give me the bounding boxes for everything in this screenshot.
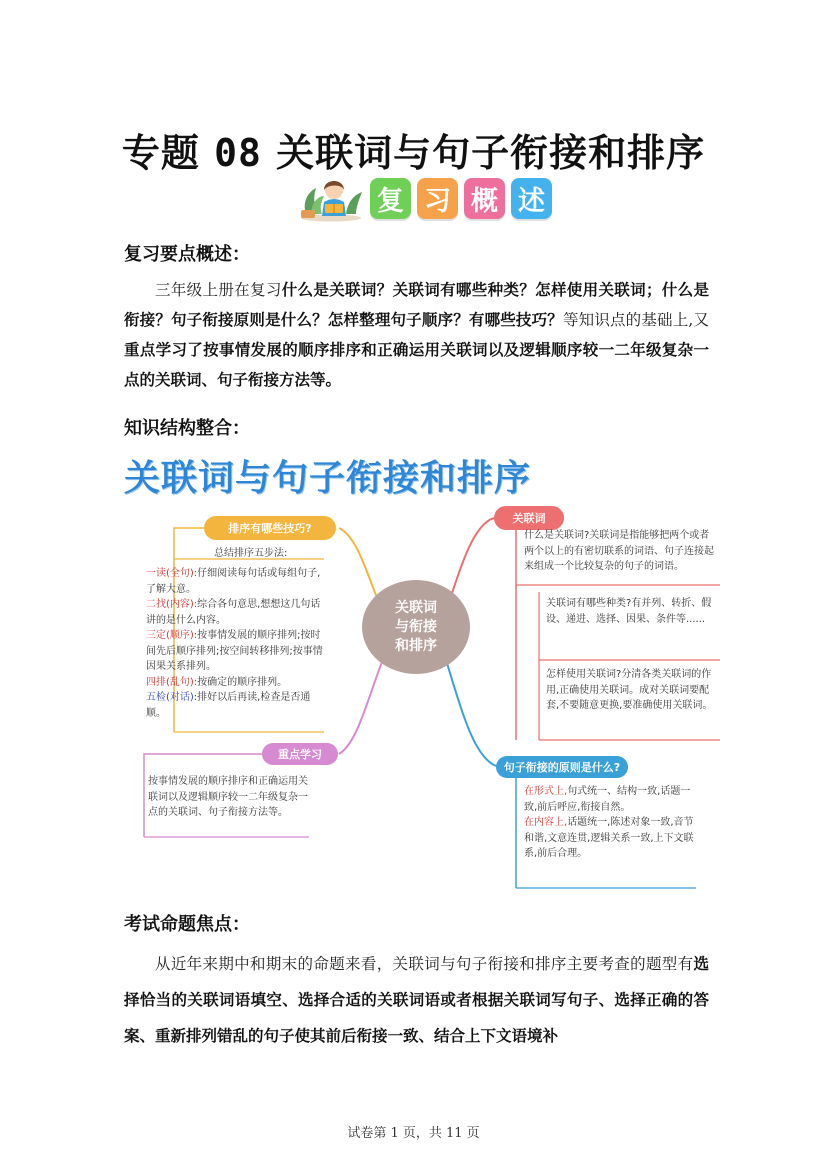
banner-tile-fu: 复 bbox=[370, 178, 411, 219]
exam-text-1: 从近年来期中和期末的命题来看，关联词与句子衔接和排序主要考查的题型有 bbox=[155, 955, 694, 973]
review-text-2: 什么是关联词？关联词有哪些种类？怎样使用关联词；什么是衔接？句子衔接原则是什么？怎样整理句子顺序？有哪些技巧？ bbox=[124, 280, 709, 329]
conj-definition: 什么是关联词?关联词是指能够把两个或者两个以上的有密切联系的词语、句子连接起来组成一个比较复杂的句子的词语。 bbox=[524, 530, 714, 572]
mindmap-title: 关联词与句子衔接和排序 bbox=[124, 458, 532, 499]
section-heading-exam: 考试命题焦点： bbox=[124, 914, 250, 935]
center-line-2: 与衔接 bbox=[395, 618, 437, 635]
keypoint-text: 按事情发展的顺序排序和正确运用关联词以及逻辑顺序较一二年级复杂一点的关联词、句子衔接方法等。 bbox=[148, 776, 308, 818]
title-prefix: 专题 bbox=[121, 131, 200, 175]
principle-text bbox=[524, 784, 696, 862]
step5-tag: 五检(对话): bbox=[146, 692, 198, 703]
step3-text: 按事情发展的顺序排列;按时间先后顺序排列;按空间转移排列;按事情因果关系排列。 bbox=[146, 630, 323, 672]
section-heading-structure: 知识结构整合： bbox=[124, 418, 250, 439]
node-principle: 句子衔接的原则是什么? bbox=[496, 756, 628, 778]
step1-text: 仔细阅读每句话或每组句子,了解大意。 bbox=[146, 568, 321, 595]
principle-form-tag: 在形式上, bbox=[524, 786, 568, 797]
banner-tile-xi: 习 bbox=[417, 178, 458, 219]
conj-usage: 怎样使用关联词?分清各类关联词的作用,正确使用关联词。成对关联词要配套,不要随意更换,要准确使用关联词。 bbox=[546, 669, 713, 711]
principle-content-text: 话题统一,陈述对象一致,音节和谐,文意连贯,逻辑关系一致,上下文联系,前后合理。 bbox=[524, 817, 694, 859]
review-text-1: 三年级上册在复习 bbox=[155, 281, 282, 299]
conj-types: 关联词有哪些种类?有并列、转折、假设、递进、选择、因果、条件等...... bbox=[546, 598, 712, 625]
principle-content-tag: 在内容上, bbox=[524, 817, 568, 828]
step4-tag: 四排(乱句): bbox=[146, 676, 198, 688]
step2-tag: 二找(内容): bbox=[146, 599, 198, 610]
step3-tag: 三定(顺序): bbox=[146, 630, 198, 641]
banner-tile-shu: 述 bbox=[511, 178, 552, 219]
exam-paragraph bbox=[124, 946, 709, 1054]
review-paragraph bbox=[124, 275, 709, 395]
title-number: 08 bbox=[214, 131, 262, 175]
review-text-3: 等知识点的基础上,又 bbox=[562, 311, 709, 329]
reading-girl-icon bbox=[298, 174, 364, 222]
sort-tips-intro: 总结排序五步法: bbox=[214, 548, 288, 559]
step4-text: 按确定的顺序排列。 bbox=[197, 676, 288, 688]
title-rest: 关联词与句子衔接和排序 bbox=[276, 131, 706, 175]
node-conjunctions: 关联词 bbox=[494, 506, 564, 530]
banner-tile-gai: 概 bbox=[464, 178, 505, 219]
node-sort-tips: 排序有哪些技巧? bbox=[204, 516, 336, 540]
step5-text: 排好以后再读,检查是否通顺。 bbox=[146, 692, 311, 719]
center-line-1: 关联词 bbox=[395, 599, 437, 616]
page-title bbox=[0, 122, 827, 177]
mind-map bbox=[124, 492, 720, 892]
center-line-3: 和排序 bbox=[395, 637, 437, 654]
exam-text-2: 选择恰当的关联词语填空、选择合适的关联词语或者根据关联词写句子、选择正确的答案、重新排列错乱的句子使其前后衔接一致、结合上下文语境补 bbox=[124, 954, 709, 1045]
mind-map-center bbox=[362, 580, 470, 674]
review-overview-banner bbox=[298, 174, 552, 222]
node-keypoint: 重点学习 bbox=[262, 743, 338, 765]
step2-text: 综合各句意思,想想这几句话讲的是什么内容。 bbox=[146, 599, 321, 626]
sort-tips-steps bbox=[146, 566, 324, 721]
review-text-4: 重点学习了按事情发展的顺序排序和正确运用关联词以及逻辑顺序较一二年级复杂一点的关联词、句子衔接方法等。 bbox=[124, 340, 709, 389]
section-heading-review: 复习要点概述： bbox=[124, 244, 250, 265]
principle-form-text: 句式统一、结构一致,话题一致,前后呼应,衔接自然。 bbox=[524, 786, 691, 813]
step1-tag: 一读(全句): bbox=[146, 568, 198, 579]
page-footer: 试卷第 1 页，共 11 页 bbox=[347, 1126, 480, 1141]
